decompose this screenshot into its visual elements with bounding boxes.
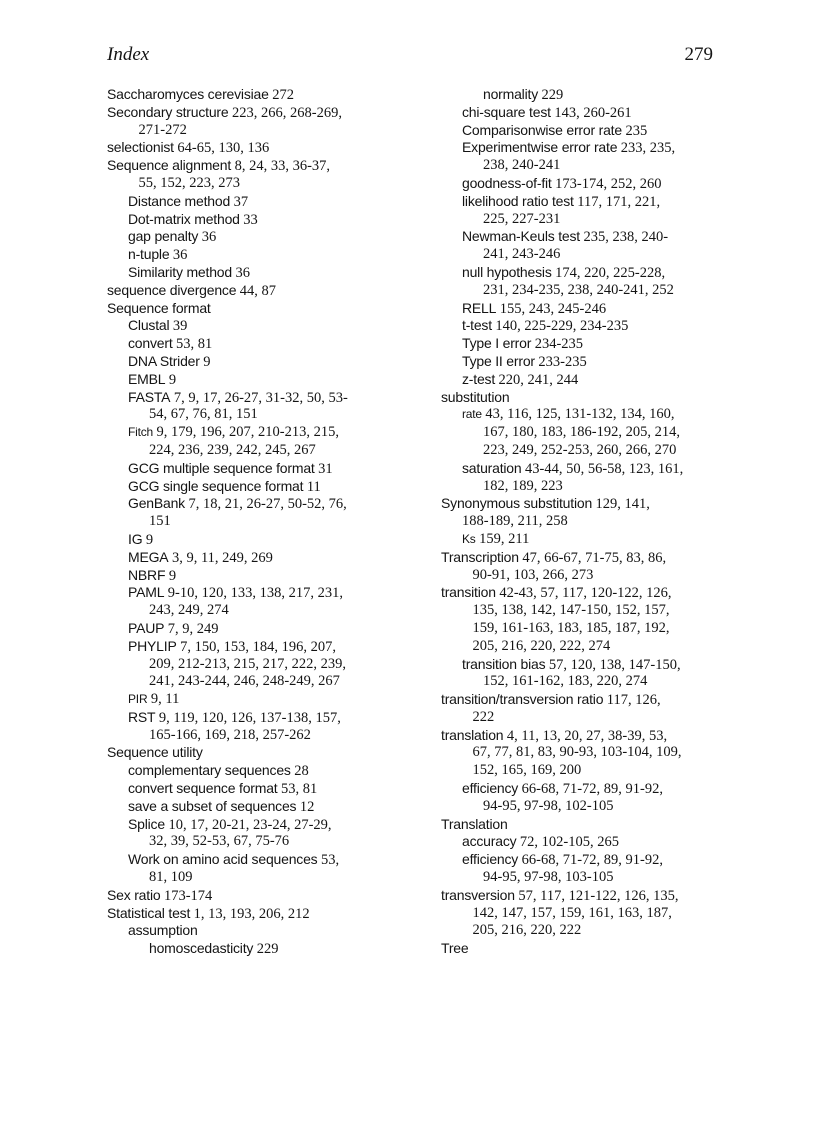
index-page-refs: 233-235 <box>538 353 587 370</box>
page-number: 279 <box>684 44 713 65</box>
index-entry <box>107 567 407 585</box>
index-page-refs: 57, 117, 121-122, 126, 135, <box>518 887 679 904</box>
index-term: Newman-Keuls test <box>462 228 580 245</box>
index-entry <box>441 122 741 140</box>
index-entry <box>107 317 407 335</box>
index-entry <box>441 406 741 424</box>
index-entry <box>107 780 407 798</box>
index-entry <box>441 86 741 104</box>
index-entry <box>107 193 407 211</box>
index-page-refs: 155, 243, 245-246 <box>499 300 607 317</box>
running-header-title: Index <box>107 44 150 65</box>
index-page-refs: 241, 243-244, 246, 248-249, 267 <box>149 673 340 690</box>
index-term: Similarity method <box>128 263 232 280</box>
index-entry-continuation <box>441 798 741 816</box>
index-entry <box>107 300 407 318</box>
index-page-refs: 28 <box>294 763 309 780</box>
index-entry <box>107 851 407 869</box>
index-entry <box>107 691 407 709</box>
index-entry <box>107 335 407 353</box>
index-term: PAUP <box>128 619 165 636</box>
index-term: RELL <box>462 299 497 316</box>
index-entry <box>441 816 741 834</box>
index-page-refs: 117, 126, <box>606 692 661 709</box>
index-column-right <box>441 86 741 958</box>
index-page-refs: 7, 18, 21, 26-27, 50-52, 76, <box>188 496 347 513</box>
index-entry <box>107 264 407 282</box>
index-term: transition <box>441 584 496 601</box>
index-entry-continuation <box>441 424 741 442</box>
index-entry <box>441 193 741 211</box>
index-term: convert <box>128 335 173 352</box>
index-term: Tree <box>441 940 469 957</box>
index-term: Distance method <box>128 192 231 209</box>
index-term: efficiency <box>462 780 519 797</box>
index-entry <box>441 584 741 602</box>
index-page-refs: 173-174 <box>163 887 213 904</box>
index-entry <box>441 300 741 318</box>
index-entry <box>107 228 407 246</box>
index-term: Comparisonwise error rate <box>462 121 622 138</box>
index-entry-continuation <box>107 656 407 674</box>
index-page-refs: 241, 243-246 <box>483 246 561 263</box>
index-entry <box>441 833 741 851</box>
index-entry <box>107 940 407 958</box>
index-entry <box>107 709 407 727</box>
index-page-refs: 9 <box>168 567 177 584</box>
index-entry <box>441 371 741 389</box>
index-page-refs: 47, 66-67, 71-75, 83, 86, <box>522 549 667 566</box>
index-entry <box>441 691 741 709</box>
index-term: Type I error <box>462 335 532 352</box>
index-page-refs: 209, 212-213, 215, 217, 222, 239, <box>149 655 346 672</box>
index-term: Type II error <box>462 352 535 369</box>
index-page-refs: 81, 109 <box>149 869 193 886</box>
index-term: efficiency <box>462 851 519 868</box>
index-entry-continuation <box>107 175 407 193</box>
index-entry <box>441 780 741 798</box>
index-entry-continuation <box>107 833 407 851</box>
index-term: transition bias <box>462 655 546 672</box>
index-entry <box>107 86 407 104</box>
index-term: Synonymous substitution <box>441 495 593 512</box>
index-page-refs: 235 <box>625 122 648 139</box>
index-entry-continuation <box>441 478 741 496</box>
index-column-left <box>107 86 407 958</box>
index-page-refs: 243, 249, 274 <box>149 602 229 619</box>
index-term: sequence divergence <box>107 281 237 298</box>
index-entry <box>441 656 741 674</box>
index-page-refs: 53, 81 <box>280 781 318 798</box>
index-entry <box>441 139 741 157</box>
index-term: NBRF <box>128 566 166 583</box>
index-term: homoscedasticity <box>149 940 254 957</box>
index-entry-continuation <box>441 905 741 923</box>
index-entry <box>441 104 741 122</box>
index-entry-continuation <box>107 602 407 620</box>
index-term: n-tuple <box>128 246 170 263</box>
index-page-refs: 33 <box>243 211 258 228</box>
index-term: Splice <box>128 815 165 832</box>
index-entry <box>107 211 407 229</box>
index-entry-continuation <box>107 727 407 745</box>
index-term: Experimentwise error rate <box>462 139 618 156</box>
index-page-refs: 9, 11 <box>150 691 180 708</box>
index-page-refs: 53, 81 <box>176 336 213 353</box>
index-page-refs: 66-68, 71-72, 89, 91-92, <box>521 781 663 798</box>
index-entry-continuation <box>107 406 407 424</box>
index-page-refs: 55, 152, 223, 273 <box>138 174 240 191</box>
index-page-refs: 231, 234-235, 238, 240-241, 252 <box>483 281 674 298</box>
index-entry <box>107 798 407 816</box>
index-page-refs: 3, 9, 11, 249, 269 <box>171 549 273 566</box>
index-term: GCG multiple sequence format <box>128 459 315 476</box>
index-page-refs: 12 <box>299 798 315 815</box>
index-term: Fitch <box>128 425 154 440</box>
index-entry <box>441 335 741 353</box>
index-page-refs: 90-91, 103, 266, 273 <box>472 566 594 583</box>
index-entry-continuation <box>107 442 407 460</box>
index-entry <box>107 887 407 905</box>
index-term: Secondary structure <box>107 103 229 120</box>
index-entry <box>107 816 407 834</box>
index-term: complementary sequences <box>128 762 291 779</box>
index-term: MEGA <box>128 548 169 565</box>
index-page-refs: 36 <box>235 264 250 281</box>
index-entry <box>441 175 741 193</box>
index-term: Sequence alignment <box>107 157 232 174</box>
index-entry-continuation <box>441 762 741 780</box>
index-entry <box>107 282 407 300</box>
index-entry <box>107 460 407 478</box>
index-page-refs: 11 <box>306 478 321 495</box>
index-page-refs: 140, 225-229, 234-235 <box>495 318 629 335</box>
index-term: saturation <box>462 459 522 476</box>
index-entry <box>107 246 407 264</box>
index-term: t-test <box>462 317 492 334</box>
index-term: Sequence utility <box>107 744 203 761</box>
index-term: selectionist <box>107 139 174 156</box>
index-entry <box>441 228 741 246</box>
index-term: GenBank <box>128 495 185 512</box>
index-term: save a subset of sequences <box>128 797 297 814</box>
index-term: Statistical test <box>107 904 191 921</box>
index-page-refs: 117, 171, 221, <box>577 193 661 210</box>
index-page-refs: 32, 39, 52-53, 67, 75-76 <box>149 833 290 850</box>
index-term: Transcription <box>441 548 519 565</box>
index-entry <box>107 549 407 567</box>
index-page-refs: 9 <box>203 353 211 370</box>
index-page-refs: 229 <box>256 941 279 958</box>
index-page-refs: 44, 87 <box>239 282 277 299</box>
index-page-refs: 159, 161-163, 183, 185, 187, 192, <box>472 619 670 636</box>
index-term: transition/transversion ratio <box>441 691 604 708</box>
index-entry-continuation <box>441 282 741 300</box>
index-page-refs: 94-95, 97-98, 103-105 <box>483 869 614 886</box>
index-page-refs: 224, 236, 239, 242, 245, 267 <box>149 441 316 458</box>
index-term: accuracy <box>462 833 517 850</box>
index-page-refs: 235, 238, 240- <box>583 229 669 246</box>
index-page-refs: 173-174, 252, 260 <box>555 175 662 192</box>
index-page-refs: 66-68, 71-72, 89, 91-92, <box>521 852 663 869</box>
index-entry <box>441 940 741 958</box>
index-entry <box>107 584 407 602</box>
index-entry <box>441 389 741 407</box>
index-entry-continuation <box>441 922 741 940</box>
index-page-refs: 4, 11, 13, 20, 27, 38-39, 53, <box>506 727 668 744</box>
index-entry <box>107 424 407 442</box>
index-page-refs: 233, 235, <box>620 140 676 157</box>
index-term: substitution <box>441 388 510 405</box>
index-page-refs: 152, 161-162, 183, 220, 274 <box>483 673 648 690</box>
index-term: rate <box>462 407 482 422</box>
index-term: Sex ratio <box>107 886 161 903</box>
index-page-refs: 220, 241, 244 <box>498 371 579 388</box>
index-page-refs: 8, 24, 33, 36-37, <box>234 158 331 175</box>
index-entry <box>107 371 407 389</box>
index-term: Translation <box>441 815 508 832</box>
index-page-refs: 174, 220, 225-228, <box>555 264 666 281</box>
index-entry <box>107 531 407 549</box>
index-entry <box>107 638 407 656</box>
index-entry-continuation <box>107 122 407 140</box>
index-entry <box>441 317 741 335</box>
index-page-refs: 72, 102-105, 265 <box>519 834 620 851</box>
index-entry <box>441 353 741 371</box>
index-entry <box>441 264 741 282</box>
index-entry-continuation <box>441 567 741 585</box>
index-entry <box>107 478 407 496</box>
index-entry <box>107 353 407 371</box>
index-term: FASTA <box>128 388 171 405</box>
index-page-refs: 151 <box>149 513 171 530</box>
index-term: Work on amino acid sequences <box>128 851 318 868</box>
index-term: IG <box>128 530 143 547</box>
index-entry-continuation <box>107 673 407 691</box>
index-entry-continuation <box>441 709 741 727</box>
index-page-refs: 271-272 <box>138 121 187 138</box>
index-page-refs: 205, 216, 220, 222 <box>472 922 582 939</box>
index-term: transversion <box>441 886 515 903</box>
index-entry <box>441 531 741 549</box>
index-entry <box>107 389 407 407</box>
index-page-refs: 31 <box>318 460 333 477</box>
index-page-refs: 234-235 <box>534 336 584 353</box>
index-term: Ks <box>462 531 476 546</box>
index-page-refs: 188-189, 211, 258 <box>462 513 568 530</box>
index-entry <box>441 495 741 513</box>
index-page-refs: 9, 119, 120, 126, 137-138, 157, <box>158 709 341 726</box>
index-term: EMBL <box>128 370 166 387</box>
index-page-refs: 165-166, 169, 218, 257-262 <box>149 726 311 743</box>
index-page-refs: 7, 150, 153, 184, 196, 207, <box>180 638 336 655</box>
index-page-refs: 135, 138, 142, 147-150, 152, 157, <box>472 602 670 619</box>
index-term: null hypothesis <box>462 263 552 280</box>
index-page-refs: 67, 77, 81, 83, 90-93, 103-104, 109, <box>472 744 682 761</box>
index-entry <box>107 139 407 157</box>
index-page-refs: 39 <box>172 318 188 335</box>
index-term: PAML <box>128 584 165 601</box>
index-page-refs: 7, 9, 17, 26-27, 31-32, 50, 53- <box>173 389 348 406</box>
index-page-refs: 9 <box>168 371 177 388</box>
index-term: DNA Strider <box>128 352 200 369</box>
index-page-refs: 229 <box>541 87 564 103</box>
index-page-refs: 57, 120, 138, 147-150, <box>548 656 681 673</box>
index-page-refs: 53, <box>320 852 340 869</box>
index-term: Clustal <box>128 317 170 334</box>
index-page-refs: 37 <box>233 193 249 210</box>
index-page-refs: 238, 240-241 <box>483 157 561 174</box>
index-entry-continuation <box>441 246 741 264</box>
index-page-refs: 94-95, 97-98, 102-105 <box>483 797 614 814</box>
index-page-refs: 159, 211 <box>479 530 530 547</box>
index-term: RST <box>128 708 156 725</box>
index-entry <box>107 104 407 122</box>
index-term: Sequence format <box>107 299 211 316</box>
index-page-refs: 7, 9, 249 <box>167 620 219 637</box>
index-term: chi-square test <box>462 103 551 120</box>
index-term: goodness-of-fit <box>462 174 552 191</box>
index-page-refs: 182, 189, 223 <box>483 477 563 494</box>
index-term: translation <box>441 726 504 743</box>
index-entry <box>107 905 407 923</box>
index-entry-continuation <box>107 513 407 531</box>
index-page-refs: 36 <box>201 229 217 246</box>
index-entry-continuation <box>441 638 741 656</box>
index-entry-continuation <box>441 673 741 691</box>
index-page-refs: 54, 67, 76, 81, 151 <box>149 406 258 423</box>
index-entry <box>441 727 741 745</box>
index-entry <box>441 460 741 478</box>
index-entry-continuation <box>441 157 741 175</box>
index-entry <box>107 495 407 513</box>
index-page-refs: 223, 266, 268-269, <box>231 104 342 121</box>
index-page-refs: 152, 165, 169, 200 <box>472 762 582 779</box>
index-page-refs: 10, 17, 20-21, 23-24, 27-29, <box>168 816 332 833</box>
index-page-refs: 9-10, 120, 133, 138, 217, 231, <box>167 585 344 602</box>
index-page-refs: 142, 147, 157, 159, 161, 163, 187, <box>472 904 672 921</box>
index-entry-continuation <box>441 513 741 531</box>
index-entry <box>107 744 407 762</box>
index-term: PHYLIP <box>128 637 177 654</box>
index-page-refs: 129, 141, <box>595 496 650 513</box>
index-term: Saccharomyces cerevisiae <box>107 86 269 102</box>
index-entry-continuation <box>107 869 407 887</box>
index-term: PIR <box>128 692 148 707</box>
index-page-refs: 143, 260-261 <box>554 104 632 121</box>
index-entry <box>107 157 407 175</box>
index-page-refs: 9, 179, 196, 207, 210-213, 215, <box>156 424 339 441</box>
index-page-refs: 64-65, 130, 136 <box>177 140 270 157</box>
index-page-refs: 167, 180, 183, 186-192, 205, 214, <box>483 424 680 441</box>
index-page-refs: 36 <box>172 247 188 264</box>
index-entry <box>107 620 407 638</box>
index-page-refs: 1, 13, 193, 206, 212 <box>193 905 310 922</box>
index-page-refs: 42-43, 57, 117, 120-122, 126, <box>499 585 672 602</box>
index-term: Dot-matrix method <box>128 210 240 227</box>
index-term: normality <box>483 86 538 102</box>
index-entry <box>107 762 407 780</box>
index-term: gap penalty <box>128 228 199 245</box>
index-entry-continuation <box>441 869 741 887</box>
index-term: GCG single sequence format <box>128 477 304 494</box>
index-entry <box>107 922 407 940</box>
index-page-refs: 223, 249, 252-253, 260, 266, 270 <box>483 441 677 458</box>
index-entry-continuation <box>441 744 741 762</box>
index-term: likelihood ratio test <box>462 192 574 209</box>
index-term: assumption <box>128 922 198 939</box>
index-term: convert sequence format <box>128 780 278 797</box>
index-entry <box>441 887 741 905</box>
index-page-refs: 9 <box>145 531 154 548</box>
index-page-refs: 225, 227-231 <box>483 210 561 227</box>
index-page-refs: 205, 216, 220, 222, 274 <box>472 637 611 654</box>
index-page-refs: 222 <box>472 708 495 725</box>
index-entry-continuation <box>441 620 741 638</box>
index-term: z-test <box>462 370 496 387</box>
index-entry-continuation <box>441 442 741 460</box>
index-page-refs: 272 <box>272 87 294 103</box>
index-entry <box>441 851 741 869</box>
index-entry-continuation <box>441 602 741 620</box>
index-entry <box>441 549 741 567</box>
index-entry-continuation <box>441 211 741 229</box>
index-page-refs: 43-44, 50, 56-58, 123, 161, <box>524 460 684 477</box>
index-page-refs: 43, 116, 125, 131-132, 134, 160, <box>485 406 675 423</box>
